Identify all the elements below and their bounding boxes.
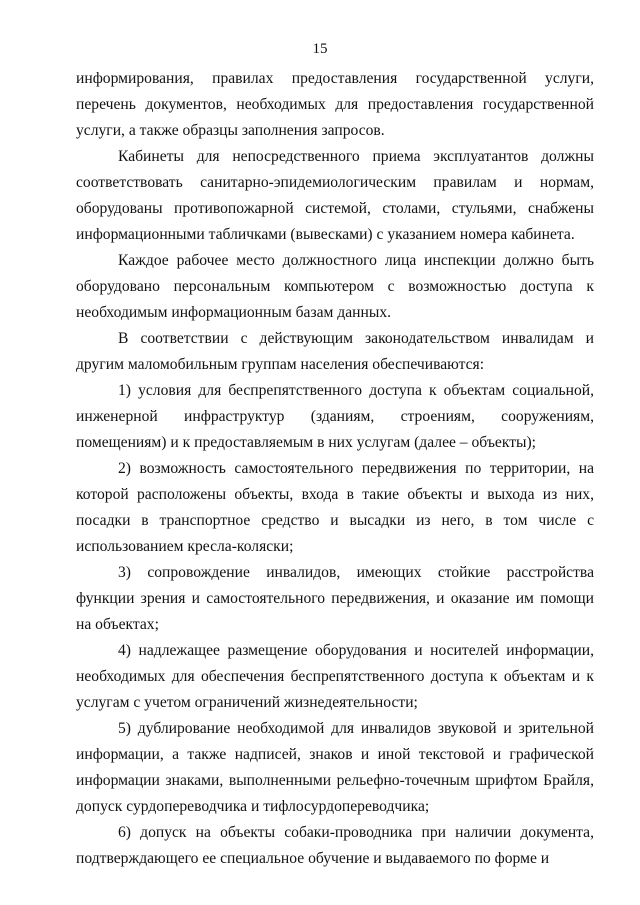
page-number: 15	[312, 41, 328, 57]
document-body	[76, 66, 594, 872]
list-item-3: 3) сопровождение инвалидов, имеющих стойкие расстройства функции зрения и самостоятельного передвижения, и оказание им помощи на объектах;	[76, 564, 594, 633]
list-item-4: 4) надлежащее размещение оборудования и носителей информации, необходимых для обеспечения беспрепятственного доступа к объектам и к услугам с учетом ограничений жизнедеятельности;	[76, 642, 594, 711]
paragraph-1: информирования, правилах предоставления государственной услуги, перечень документов, необходимых для предоставления государственной услуги, а также образцы заполнения запросов.	[76, 70, 594, 139]
list-item-5: 5) дублирование необходимой для инвалидов звуковой и зрительной информации, а также надписей, знаков и иной текстовой и графической информации знаками, выполненными рельефно-точечным шрифтом Брайля, допуск сурдопереводчика и тифлосурдопереводчика;	[76, 720, 594, 815]
list-item-6: 6) допуск на объекты собаки-проводника при наличии документа, подтверждающего ее специальное обучение и выдаваемого по форме и	[76, 824, 594, 867]
list-item-2: 2) возможность самостоятельного передвижения по территории, на которой расположены объекты, входа в такие объекты и выхода из них, посадки в транспортное средство и высадки из него, в том числе с использованием кресла-коляски;	[76, 460, 594, 555]
paragraph-3: Каждое рабочее место должностного лица инспекции должно быть оборудовано персональным компьютером с возможностью доступа к необходимым информационным базам данных.	[76, 252, 594, 321]
paragraph-4: В соответствии с действующим законодательством инвалидам и другим маломобильным группам населения обеспечиваются:	[76, 330, 594, 373]
paragraph-2: Кабинеты для непосредственного приема эксплуатантов должны соответствовать санитарно-эпидемиологическим правилам и нормам, оборудованы противопожарной системой, столами, стульями, снабжены информационными табличками (вывесками) с указанием номера кабинета.	[76, 148, 594, 243]
list-item-1: 1) условия для беспрепятственного доступа к объектам социальной, инженерной инфраструктур (зданиям, строениям, сооружениям, помещениям) и к предоставляемым в них услугам (далее – объекты);	[76, 382, 594, 451]
